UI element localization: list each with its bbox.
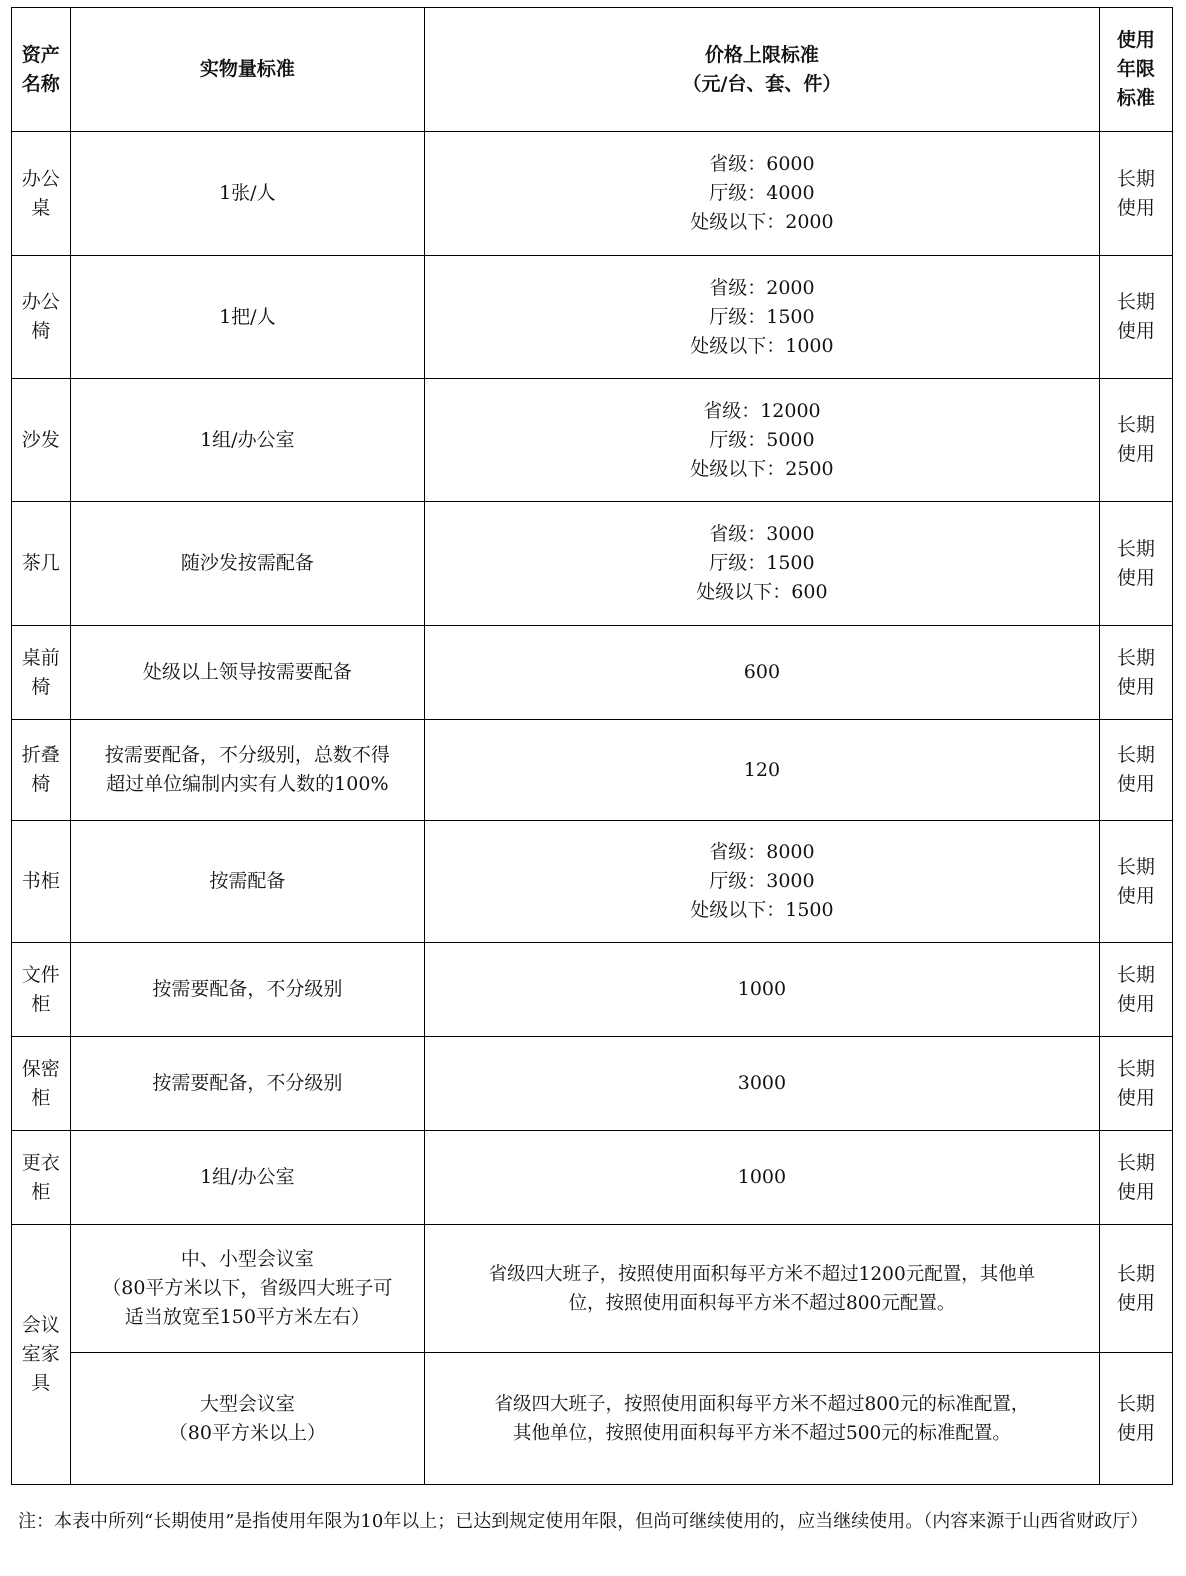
table-row: [12, 1037, 1173, 1131]
table-row: [12, 132, 1173, 256]
table-row: [12, 821, 1173, 943]
text-line: 中、小型会议室: [180, 1248, 314, 1270]
table-row: [12, 256, 1173, 379]
text-line: 按需要配备，不分级别: [152, 978, 343, 1000]
text-line: 长期: [1116, 167, 1155, 190]
text-line: 长期: [1116, 1392, 1155, 1415]
life-cell: [1099, 379, 1172, 502]
text-line: 具: [31, 1372, 51, 1394]
text-line: 桌前: [21, 646, 60, 669]
text-line: 处级以下：1500: [690, 899, 834, 921]
price-cell: [425, 1037, 1100, 1131]
text-line: 使用: [1116, 884, 1155, 907]
text-line: 长期: [1116, 1057, 1155, 1080]
header-life-standard: 使用 年限 标准: [1099, 8, 1172, 132]
furniture-standards-table: [11, 7, 1173, 1485]
text-line: 超过单位编制内实有人数的100%: [106, 773, 389, 795]
quantity-cell: [70, 1353, 425, 1485]
text-line: 厅级：5000: [709, 428, 815, 451]
text-line: 保密: [21, 1057, 60, 1080]
table-row: [12, 626, 1173, 720]
asset-name-cell: [12, 943, 71, 1037]
text-line: （80平方米以下，省级四大班子可: [102, 1277, 393, 1299]
text-line: 茶几: [21, 552, 60, 574]
quantity-cell: [70, 821, 425, 943]
table-row: [12, 1353, 1173, 1485]
text-line: 长期: [1116, 646, 1155, 669]
text-line: 使用: [1116, 1291, 1155, 1314]
text-line: 使用: [1116, 443, 1155, 465]
text-line: 室家: [21, 1343, 60, 1365]
text-line: 柜: [31, 992, 51, 1015]
text-line: 省级四大班子，按照使用面积每平方米不超过1200元配置，其他单: [488, 1263, 1036, 1285]
text-line: 处级以下：2500: [690, 457, 834, 480]
quantity-cell: [70, 943, 425, 1037]
quantity-cell: [70, 1131, 425, 1225]
text-line: 椅: [31, 320, 51, 342]
life-cell: [1099, 720, 1172, 821]
quantity-cell: [70, 1037, 425, 1131]
price-cell: [425, 821, 1100, 943]
text-line: 厅级：1500: [709, 305, 815, 328]
text-line: 3000: [737, 1072, 787, 1094]
table-row: [12, 379, 1173, 502]
life-cell: [1099, 1353, 1172, 1485]
life-cell: [1099, 502, 1172, 626]
price-cell: [425, 1131, 1100, 1225]
life-cell: [1099, 943, 1172, 1037]
price-cell: [425, 1353, 1100, 1485]
quantity-cell: [70, 1225, 425, 1353]
text-line: 办公: [21, 167, 60, 190]
text-line: 椅: [31, 675, 51, 698]
asset-name-cell: [12, 132, 71, 256]
text-line: 使用: [1116, 1180, 1155, 1203]
life-cell: [1099, 132, 1172, 256]
text-line: 省级：12000: [703, 399, 821, 422]
quantity-cell: [70, 132, 425, 256]
text-line: 120: [743, 758, 781, 781]
asset-name-cell: [12, 626, 71, 720]
price-cell: [425, 256, 1100, 379]
life-cell: [1099, 1037, 1172, 1131]
text-line: 1000: [737, 978, 787, 1000]
text-line: 处级以下：600: [696, 581, 828, 603]
table-row: [12, 1225, 1173, 1353]
text-line: 柜: [31, 1180, 51, 1203]
text-line: 长期: [1116, 855, 1155, 878]
table-row: [12, 1131, 1173, 1225]
text-line: 省级：2000: [709, 276, 815, 299]
text-line: 使用: [1116, 773, 1155, 795]
life-cell: [1099, 626, 1172, 720]
asset-name-cell: [12, 720, 71, 821]
text-line: 处级以下：1000: [690, 334, 834, 357]
text-line: 厅级：1500: [709, 552, 815, 574]
text-line: 处级以上领导按需要配备: [142, 661, 352, 683]
life-cell: [1099, 1131, 1172, 1225]
text-line: 使用: [1116, 992, 1155, 1015]
text-line: 折叠: [21, 744, 60, 766]
table-header-row: [12, 8, 1173, 132]
text-line: 更衣: [21, 1151, 60, 1174]
text-line: 长期: [1116, 963, 1155, 986]
quantity-cell: [70, 256, 425, 379]
text-line: 随沙发按需配备: [180, 552, 314, 574]
price-cell: [425, 720, 1100, 821]
text-line: 按需配备: [209, 870, 286, 892]
life-cell: [1099, 256, 1172, 379]
header-quantity-standard: 实物量标准: [70, 8, 425, 132]
text-line: 书柜: [21, 870, 60, 892]
asset-name-cell: [12, 1037, 71, 1131]
text-line: 长期: [1116, 414, 1155, 436]
text-line: 椅: [31, 773, 51, 795]
text-line: 长期: [1116, 291, 1155, 313]
text-line: 使用: [1116, 320, 1155, 342]
text-line: 省级：3000: [709, 523, 815, 545]
quantity-cell: [70, 502, 425, 626]
text-line: 长期: [1116, 744, 1155, 766]
text-line: 长期: [1116, 537, 1155, 560]
text-line: 使用: [1116, 566, 1155, 589]
text-line: 1组/办公室: [200, 428, 295, 451]
text-line: 柜: [31, 1086, 51, 1109]
asset-name-cell: [12, 1225, 71, 1485]
text-line: 办公: [21, 291, 60, 313]
quantity-cell: [70, 720, 425, 821]
text-line: 按需要配备，不分级别: [152, 1072, 343, 1094]
quantity-cell: [70, 379, 425, 502]
price-cell: [425, 1225, 1100, 1353]
text-line: 长期: [1116, 1262, 1155, 1285]
table-row: [12, 943, 1173, 1037]
asset-name-cell: [12, 502, 71, 626]
text-line: 1把/人: [219, 305, 276, 328]
price-cell: [425, 943, 1100, 1037]
text-line: 1组/办公室: [200, 1166, 295, 1188]
price-cell: [425, 132, 1100, 256]
text-line: 厅级：4000: [709, 182, 815, 204]
text-line: 使用: [1116, 1421, 1155, 1444]
header-asset-name: 资产 名称: [12, 8, 71, 132]
price-cell: [425, 626, 1100, 720]
text-line: 沙发: [21, 428, 60, 451]
text-line: 使用: [1116, 196, 1155, 219]
life-cell: [1099, 821, 1172, 943]
text-line: 处级以下：2000: [690, 211, 834, 233]
text-line: 使用: [1116, 675, 1155, 698]
asset-name-cell: [12, 1131, 71, 1225]
text-line: 文件: [21, 963, 60, 986]
text-line: 使用: [1116, 1086, 1155, 1109]
price-cell: [425, 379, 1100, 502]
quantity-cell: [70, 626, 425, 720]
text-line: 长期: [1116, 1151, 1155, 1174]
asset-name-cell: [12, 379, 71, 502]
asset-name-cell: [12, 821, 71, 943]
text-line: （80平方米以上）: [168, 1421, 326, 1444]
text-line: 厅级：3000: [709, 870, 815, 892]
text-line: 位，按照使用面积每平方米不超过800元配置。: [568, 1292, 956, 1314]
text-line: 1000: [737, 1166, 787, 1188]
text-line: 按需要配备，不分级别，总数不得: [104, 744, 390, 766]
text-line: 省级：8000: [709, 841, 815, 863]
table-row: [12, 720, 1173, 821]
price-cell: [425, 502, 1100, 626]
text-line: 其他单位，按照使用面积每平方米不超过500元的标准配置。: [513, 1422, 1011, 1444]
asset-name-cell: [12, 256, 71, 379]
text-line: 适当放宽至150平方米左右）: [124, 1306, 370, 1328]
text-line: 1张/人: [219, 182, 276, 204]
table-row: [12, 502, 1173, 626]
text-line: 会议: [21, 1314, 60, 1336]
text-line: 省级：6000: [709, 153, 815, 175]
text-line: 省级四大班子，按照使用面积每平方米不超过800元的标准配置，: [494, 1393, 1030, 1415]
footnote: 注：本表中所列“长期使用”是指使用年限为10年以上；已达到规定使用年限，但尚可继续使用的，应当继续使用。（内容来源于山西省财政厅）: [18, 1511, 1149, 1532]
header-price-cap: 价格上限标准 （元/台、套、件）: [425, 8, 1100, 132]
text-line: 桌: [31, 196, 51, 219]
life-cell: [1099, 1225, 1172, 1353]
text-line: 大型会议室: [199, 1392, 295, 1415]
text-line: 600: [743, 661, 781, 683]
